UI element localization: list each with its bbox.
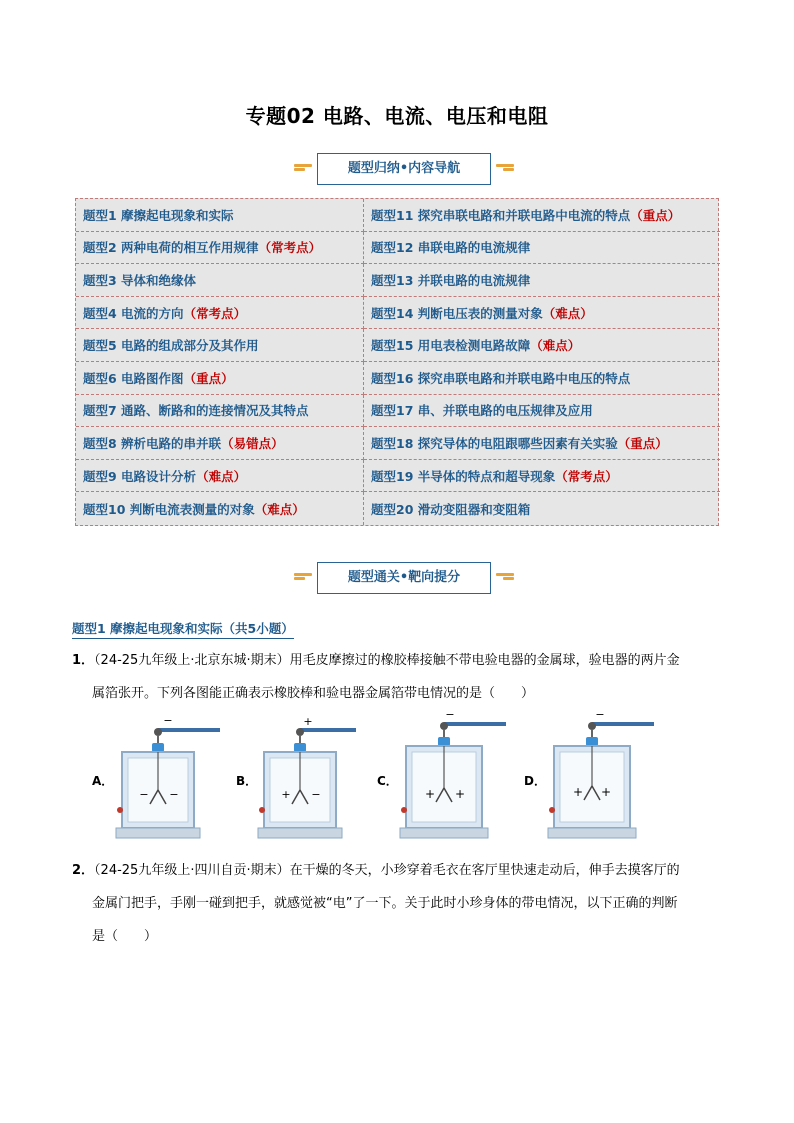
- rod-sign: −: [163, 714, 173, 727]
- knob: [259, 807, 265, 813]
- type-item[interactable]: 题型14 判断电压表的测量对象 （难点）: [364, 297, 720, 330]
- foil-sign-right: −: [311, 788, 321, 801]
- option-label[interactable]: D．: [524, 774, 546, 788]
- metal-ball: [440, 722, 448, 730]
- question-2: [72, 854, 722, 953]
- rod-sign: −: [445, 708, 455, 721]
- type-item[interactable]: 题型12 串联电路的电流规律: [364, 232, 720, 265]
- knob: [117, 807, 123, 813]
- deco-bars-icon: [496, 164, 514, 175]
- practice-header-label: 题型通关•靶向提分: [347, 570, 461, 585]
- knob: [401, 807, 407, 813]
- metal-ball: [588, 722, 596, 730]
- insulator-cap: [294, 743, 306, 752]
- electroscope-figure-c: [396, 706, 508, 844]
- type-table: [75, 198, 719, 526]
- deco-bars-icon: [294, 164, 312, 175]
- option-label[interactable]: A．: [92, 774, 114, 788]
- question-text: （24-25九年级上·四川自贡·期末）在干燥的冬天，小珍穿着毛衣在客厅里快速走动后，伸手去摸客厅的: [94, 863, 680, 878]
- deco-bars-icon: [496, 573, 514, 584]
- electroscope-figure-a: [112, 712, 222, 844]
- type-item[interactable]: 题型18 探究导体的电阻跟哪些因素有关实验 （重点）: [364, 427, 720, 460]
- practice-header: [317, 562, 491, 594]
- knob: [549, 807, 555, 813]
- type-item[interactable]: 题型7 通路、断路和的连接情况及其特点: [76, 395, 364, 428]
- foil-sign-left: +: [424, 787, 436, 801]
- type-item[interactable]: 题型6 电路图作图 （重点）: [76, 362, 364, 395]
- type-item[interactable]: 题型19 半导体的特点和超导现象 （常考点）: [364, 460, 720, 493]
- section-title: 题型1 摩擦起电现象和实际（共5小题）: [72, 619, 294, 639]
- type-item[interactable]: 题型11 探究串联电路和并联电路中电流的特点 （重点）: [364, 199, 720, 232]
- type-item[interactable]: 题型16 探究串联电路和并联电路中电压的特点: [364, 362, 720, 395]
- base: [548, 828, 636, 838]
- question-text: 属箔张开。下列各图能正确表示橡胶棒和验电器金属箔带电情况的是（ ）: [92, 686, 535, 701]
- type-item[interactable]: 题型2 两种电荷的相互作用规律 （常考点）: [76, 232, 364, 265]
- question-number: 1．: [72, 653, 95, 668]
- nav-header: [317, 153, 491, 185]
- metal-ball: [296, 728, 304, 736]
- deco-bars-icon: [294, 573, 312, 584]
- rod-sign: +: [303, 715, 313, 728]
- type-item[interactable]: 题型1 摩擦起电现象和实际: [76, 199, 364, 232]
- metal-ball: [154, 728, 162, 736]
- type-item[interactable]: 题型17 串、并联电路的电压规律及应用: [364, 395, 720, 428]
- option-label[interactable]: B．: [236, 774, 258, 788]
- rod: [300, 728, 356, 732]
- electroscope-figure-b: [254, 712, 364, 844]
- type-item[interactable]: 题型15 用电表检测电路故障 （难点）: [364, 329, 720, 362]
- type-item[interactable]: 题型5 电路的组成部分及其作用: [76, 329, 364, 362]
- type-item[interactable]: 题型13 并联电路的电流规律: [364, 264, 720, 297]
- foil-sign-right: −: [169, 788, 179, 801]
- rod: [592, 722, 654, 726]
- foil-sign-left: −: [139, 788, 149, 801]
- base: [400, 828, 488, 838]
- insulator-cap: [438, 737, 450, 746]
- foil-sign-left: +: [572, 785, 584, 799]
- foil-sign-right: +: [454, 787, 466, 801]
- foil-sign-right: +: [600, 785, 612, 799]
- page-title: 专题02 电路、电流、电压和电阻: [245, 104, 549, 128]
- question-text: （24-25九年级上·北京东城·期末）用毛皮摩擦过的橡胶棒接触不带电验电器的金属球，验电器的两片金: [94, 653, 680, 668]
- rod: [158, 728, 220, 732]
- rod: [444, 722, 506, 726]
- type-item[interactable]: 题型8 辨析电路的串并联 （易错点）: [76, 427, 364, 460]
- type-item[interactable]: 题型10 判断电流表测量的对象 （难点）: [76, 492, 364, 525]
- foil-sign-left: +: [281, 788, 291, 801]
- type-item[interactable]: 题型4 电流的方向 （常考点）: [76, 297, 364, 330]
- rod-sign: −: [595, 708, 605, 721]
- electroscope-figure-d: [544, 706, 656, 844]
- type-item[interactable]: 题型20 滑动变阻器和变阻箱: [371, 501, 531, 517]
- insulator-cap: [152, 743, 164, 752]
- type-item[interactable]: 题型9 电路设计分析 （难点）: [76, 460, 364, 493]
- question-text: 金属门把手，手刚一碰到把手，就感觉被“电”了一下。关于此时小珍身体的带电情况，以下正确的判断: [92, 896, 678, 911]
- option-label[interactable]: C．: [377, 774, 398, 788]
- type-item[interactable]: 题型3 导体和绝缘体: [76, 264, 364, 297]
- base: [116, 828, 200, 838]
- base: [258, 828, 342, 838]
- question-number: 2．: [72, 863, 95, 878]
- question-text: 是（ ）: [92, 929, 158, 944]
- insulator-cap: [586, 737, 598, 746]
- nav-header-label: 题型归纳•内容导航: [347, 161, 461, 176]
- question-1: [72, 644, 722, 710]
